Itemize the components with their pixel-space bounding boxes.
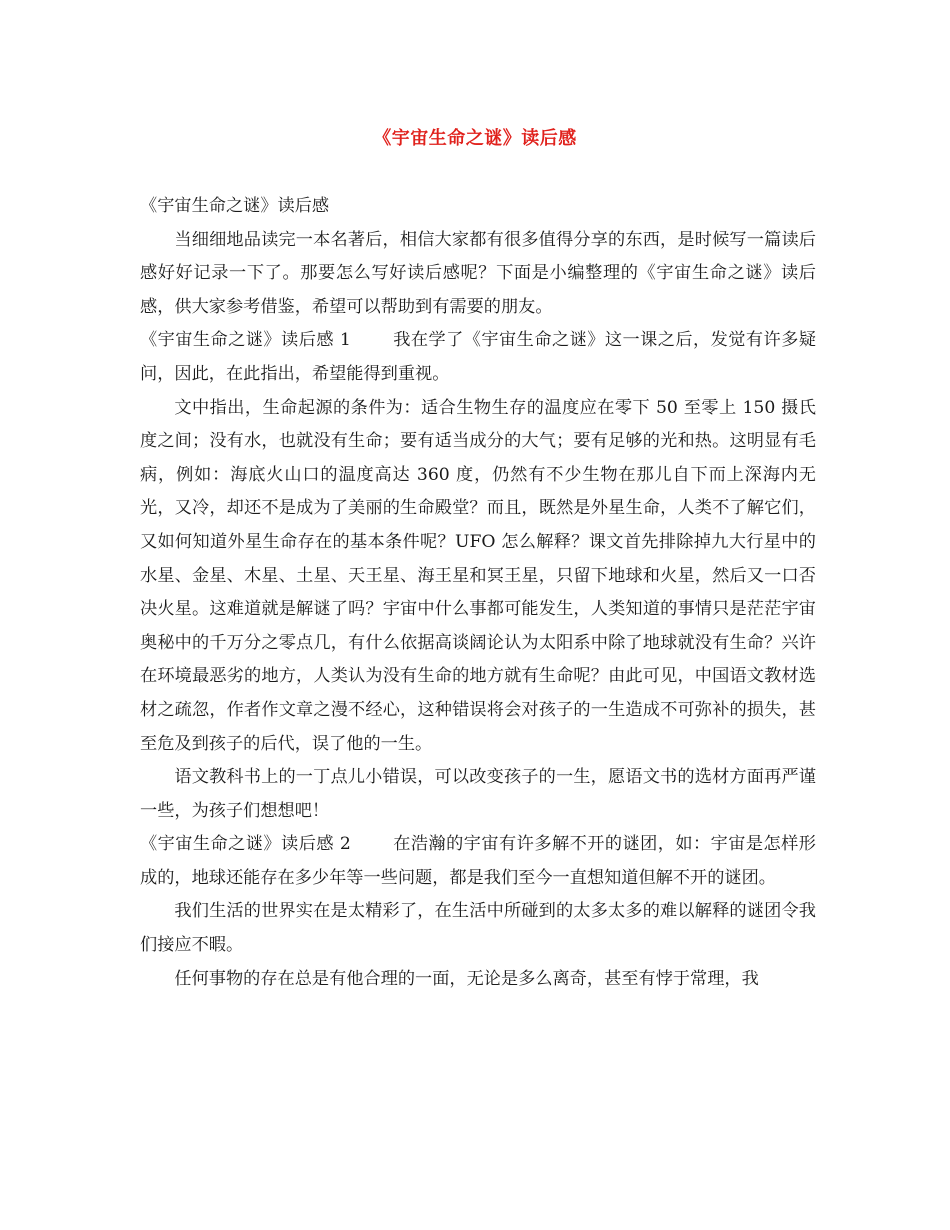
essay-1-opening [140, 324, 816, 391]
intro-paragraph: 当细细地品读完一本名著后，相信大家都有很多值得分享的东西，是时候写一篇读后感好好记录一下了。那要怎么写好读后感呢？下面是小编整理的《宇宙生命之谜》读后感，供大家参考借鉴，希望可以帮助到有需要的朋友。 [140, 229, 816, 317]
document-subtitle: 《宇宙生命之谜》读后感 [140, 196, 330, 216]
essay-2-paragraph: 任何事物的存在总是有他合理的一面，无论是多么离奇，甚至有悖于常理，我 [174, 968, 759, 989]
essay-2-paragraph: 我们生活的世界实在是太精彩了，在生活中所碰到的太多太多的难以解释的谜团令我们接应不暇。 [140, 901, 816, 956]
essay-1-paragraph: 文中指出，生命起源的条件为：适合生物生存的温度应在零下 50 至零上 150 摄氏度之间；没有水，也就没有生命；要有适当成分的大气；要有足够的光和热。这明显有毛病，例如：海底火山口的温度高达 360 度，仍然有不少生物在那儿自下而上深海内无光，又冷，却还不是成为了美丽的生命殿堂？而且，既然是外星生命，人类不了解它们，又如何知道外星生命存在的基本条件呢？UFO 怎么解释？课文首先排除掉九大行星中的水星、金星、木星、土星、天王星、海王星和冥王星，只留下地球和火星，然后又一口否决火星。这难道就是解谜了吗？宇宙中什么事都可能发生，人类知道的事情只是茫茫宇宙奥秘中的千万分之零点几，有什么依据高谈阔论认为太阳系中除了地球就没有生命？兴许在环境最恶劣的地方，人类认为没有生命的地方就有生命呢？由此可见，中国语文教材选材之疏忽，作者作文章之漫不经心，这种错误将会对孩子的一生造成不可弥补的损失，甚至危及到孩子的后代，误了他的一生。 [140, 397, 816, 754]
essay-1-paragraph: 语文教科书上的一丁点儿小错误，可以改变孩子的一生，愿语文书的选材方面再严谨一些，为孩子们想想吧！ [140, 767, 816, 821]
essay-1-heading: 《宇宙生命之谜》读后感 1 [140, 330, 351, 351]
essay-2-heading: 《宇宙生命之谜》读后感 2 [140, 834, 351, 855]
essay-1-first-sentence: 我在学了《宇宙生命之谜》这一课之后，发觉有许多疑问，因此，在此指出，希望能得到重视。 [140, 330, 816, 384]
document-body [140, 190, 816, 996]
essay-2-first-sentence: 在浩瀚的宇宙有许多解不开的谜团，如：宇宙是怎样形成的，地球还能存在多少年等一些问题，都是我们至今一直想知道但解不开的谜团。 [140, 834, 816, 888]
essay-2-opening [140, 828, 816, 895]
document-title: 《宇宙生命之谜》读后感 [373, 128, 577, 149]
